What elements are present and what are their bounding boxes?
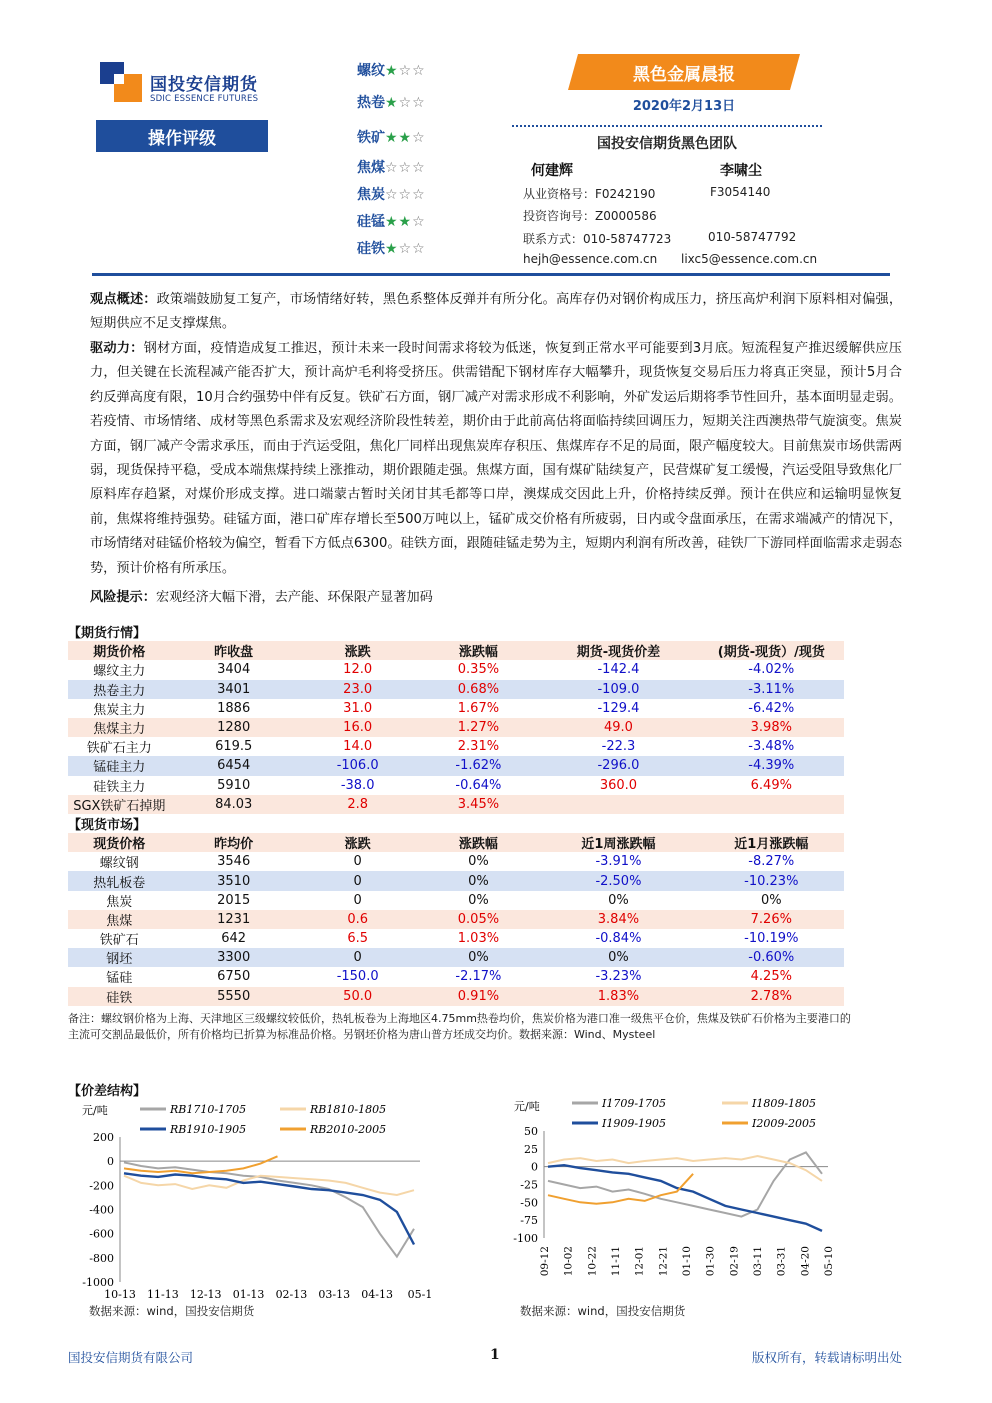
analyst-1-consult: 投资咨询号：Z0000586 — [523, 209, 657, 223]
table-row: 焦煤 1231 0.6 0.05% 3.84% 7.26% — [68, 910, 844, 929]
team-name: 国投安信期货黑色团队 — [597, 136, 737, 152]
table-row: 焦炭主力 1886 31.0 1.67% -129.4 -6.42% — [93, 700, 795, 718]
drivers-text: 钢材方面，疫情造成复工推迟，预计未来一段时间需求将较为低迷，恢复到正常水平可能要到3月底。短流程复产推迟缓解供应压力，但关键在长流程减产能否扩大，预计高炉毛利将受挤压。供需错配下钢材库存大幅攀升，现货恢复交易后压力将真正突显，预计5月合约反弹高度有限，10月合约强势中伴有反复。铁矿石方面，钢厂减产对需求形成不利影响，外矿发运后期将季节性回升，基本面明显走弱。若疫情、市场情绪、成材等黑色系需求及宏观经济阶段性转差，期价由于此前高估将面临持续回调压力，短期关注西澳热带气旋演变。焦炭方面，钢厂减产令需求承压，而由于汽运受阻，焦化厂同样出现焦炭库存积压、焦煤库存不足的局面，限产幅度较大。目前焦炭市场供需两弱，现货保持平稳，受成本端焦煤持续上涨推动，期价跟随走强。焦煤方面，国有煤矿陆续复产，民营煤矿复工缓慢，汽运受阻导致焦化厂原料库存趋紧，对煤价形成支撑。进口端蒙古暂时关闭甘其毛都等口岸，澳煤成交因此上升，价格持续反弹。预计在供应和运输明显恢复前，焦煤将维持强势。硅锰方面，港口矿库存增长至500万吨以上，锰矿成交价格有所疲弱，日内或令盘面承压，在需求端减产的情况下，市场情绪对硅锰价格较为偏空，暂看下方低点6300。硅铁方面，跟随硅锰走势为主，短期内利润有所改善，硅铁厂下游同样面临需求走弱态势，预计价格有所承压。 — [90, 341, 902, 576]
drivers-paragraph — [90, 337, 902, 581]
rating-row — [357, 127, 426, 147]
y-tick-label: 0 — [531, 1160, 538, 1174]
x-tick-label: 10-02 — [562, 1246, 575, 1277]
x-tick-label: 09-12 — [539, 1246, 551, 1277]
table-row: 热卷主力 3401 23.0 0.68% -109.0 -3.11% — [68, 680, 844, 699]
legend-label: I2009-2005 — [752, 1117, 817, 1130]
table-header-row: 期货价格 昨收盘 涨跌 涨跌幅 期货-现货价差 (期货-现货）/现货 — [68, 641, 844, 660]
company-logo-icon — [100, 62, 142, 102]
table-row: 焦炭 2015 0 0% 0% 0% — [106, 892, 782, 910]
divider — [512, 125, 822, 127]
x-tick-label: 12-21 — [657, 1246, 670, 1277]
iron-ore-spread-chart — [510, 1090, 850, 1312]
legend-label: I1709-1705 — [602, 1097, 667, 1110]
overview-text: 政策端鼓励复工复产，市场情绪好转，黑色系整体反弹并有所分化。高库存仍对钢价构成压力，挤压高炉利润下原料相对偏强，短期供应不足支撑煤焦。 — [90, 292, 903, 332]
rating-row — [357, 60, 426, 80]
y-tick-label: 25 — [524, 1142, 538, 1156]
x-tick-label: 03-31 — [775, 1246, 788, 1277]
chart-1-source: 数据来源：wind，国投安信期货 — [89, 1304, 255, 1318]
report-title: 黑色金属晨报 — [633, 65, 735, 85]
analyst-1-email[interactable]: hejh@essence.com.cn — [523, 252, 658, 266]
company-name-cn: 国投安信期货 — [150, 75, 258, 95]
y-tick-label: -800 — [89, 1251, 114, 1265]
analyst-1-name: 何建辉 — [531, 163, 573, 179]
x-tick-label: 05-1 — [407, 1288, 433, 1301]
rating-name: 螺纹 — [357, 63, 385, 79]
star-rating-icon: ★☆☆ — [385, 95, 426, 111]
y-axis-label: 元/吨 — [514, 1100, 540, 1113]
company-name-en: SDIC ESSENCE FUTURES — [150, 94, 259, 104]
table-row: 锰硅主力 6454 -106.0 -1.62% -296.0 -4.39% — [68, 756, 844, 775]
analyst-1-qualification: 从业资格号：F0242190 — [523, 187, 656, 201]
rating-name: 热卷 — [357, 95, 385, 111]
star-rating-icon: ★★☆ — [385, 214, 426, 230]
page-number: 1 — [490, 1347, 500, 1363]
y-tick-label: -400 — [89, 1203, 114, 1217]
x-tick-label: 04-20 — [799, 1246, 812, 1277]
x-tick-label: 12-01 — [633, 1246, 646, 1277]
table-header-row: 现货价格 昨均价 涨跌 涨跌幅 近1周涨跌幅 近1月涨跌幅 — [68, 833, 844, 852]
star-rating-icon: ☆☆☆ — [385, 187, 426, 203]
table-row: 焦煤主力 1280 16.0 1.27% 49.0 3.98% — [68, 718, 844, 737]
y-tick-label: 0 — [107, 1155, 114, 1169]
analyst-2-email[interactable]: lixc5@essence.com.cn — [681, 252, 818, 266]
x-tick-label: 11-13 — [146, 1288, 179, 1301]
footer-copyright: 版权所有，转载请标明出处 — [752, 1350, 903, 1365]
drivers-label: 驱动力： — [90, 341, 144, 356]
table-row: 钢坯 3300 0 0% 0% -0.60% — [68, 948, 844, 967]
table-section-title: 【现货市场】 — [68, 817, 147, 833]
rating-name: 焦煤 — [357, 160, 385, 176]
x-tick-label: 10-13 — [104, 1288, 136, 1301]
y-tick-label: -600 — [89, 1227, 114, 1241]
x-tick-label: 11-11 — [610, 1246, 622, 1277]
rating-row — [357, 157, 426, 177]
y-tick-label: -25 — [520, 1178, 538, 1192]
rating-row — [357, 238, 426, 258]
analyst-2-phone: 010-58747792 — [708, 230, 797, 244]
risk-label: 风险提示： — [90, 590, 156, 605]
x-tick-label: 03-11 — [752, 1246, 764, 1277]
table-row: 锰硅 6750 -150.0 -2.17% -3.23% 4.25% — [106, 969, 792, 987]
table-row: 螺纹钢 3546 0 0% -3.91% -8.27% — [99, 854, 795, 872]
legend-label: RB2010-2005 — [310, 1123, 387, 1136]
rating-row — [357, 211, 426, 231]
y-tick-label: -50 — [520, 1196, 538, 1210]
table-row: 铁矿石 642 6.5 1.03% -0.84% -10.19% — [99, 931, 799, 949]
x-tick-label: 04-13 — [361, 1288, 394, 1301]
table-section-title: 【期货行情】 — [68, 626, 147, 642]
x-tick-label: 01-13 — [232, 1288, 265, 1301]
footer-company: 国投安信期货有限公司 — [68, 1350, 194, 1365]
market-table — [68, 622, 844, 1006]
star-rating-icon: ★☆☆ — [385, 63, 426, 79]
analyst-2-qualification: F3054140 — [710, 185, 771, 199]
rating-label: 操作评级 — [96, 120, 268, 152]
chart-2-source: 数据来源：wind，国投安信期货 — [520, 1304, 686, 1318]
x-tick-label: 03-13 — [318, 1288, 351, 1301]
rebar-spread-chart — [68, 1096, 433, 1306]
table-row: 硅铁 5550 50.0 0.91% 1.83% 2.78% — [68, 987, 844, 1006]
report-date: 2020年2月13日 — [632, 99, 736, 114]
x-tick-label: 01-30 — [704, 1246, 717, 1277]
y-axis-label: 元/吨 — [82, 1104, 108, 1117]
table-note: 备注：螺纹钢价格为上海、天津地区三级螺纹较低价，热轧板卷为上海地区4.75mm热卷均价，焦炭价格为港口准一级焦平仓价，焦煤及铁矿石价格为主要港口的主流可交割品最低价，所有价格均已折算为标准品价格。另钢坯价格为唐山普方坯成交均价。数据来源：Wind、Mysteel — [68, 1012, 851, 1041]
legend-label: I1909-1905 — [602, 1117, 667, 1130]
y-tick-label: -100 — [513, 1232, 538, 1245]
x-tick-label: 12-13 — [189, 1288, 222, 1301]
table-row: 硅铁主力 5910 -38.0 -0.64% 360.0 6.49% — [93, 777, 792, 795]
rating-name: 硅铁 — [357, 241, 385, 257]
star-rating-icon: ☆☆☆ — [385, 160, 426, 176]
series-line-4 — [548, 1174, 693, 1204]
star-rating-icon: ★★☆ — [385, 130, 426, 146]
x-tick-label: 02-19 — [728, 1246, 741, 1277]
table-row: 热轧板卷 3510 0 0% -2.50% -10.23% — [68, 871, 844, 890]
spread-section-title: 【价差结构】 — [68, 1084, 147, 1099]
rating-row — [357, 184, 426, 204]
table-row: 铁矿石主力 619.5 14.0 2.31% -22.3 -3.48% — [86, 739, 795, 757]
rating-row — [357, 92, 426, 112]
star-rating-icon: ★☆☆ — [385, 241, 426, 257]
y-tick-label: -1000 — [82, 1276, 114, 1289]
legend-label: RB1710-1705 — [170, 1103, 247, 1116]
table-row: SGX铁矿石掉期 84.03 2.8 3.45% — [68, 795, 844, 814]
table-row: 螺纹主力 3404 12.0 0.35% -142.4 -4.02% — [93, 662, 795, 680]
y-tick-label: 50 — [524, 1125, 538, 1138]
legend-label: RB1810-1805 — [310, 1103, 387, 1116]
rating-name: 铁矿 — [357, 130, 385, 146]
analyst-2-name: 李啸尘 — [720, 163, 762, 179]
x-tick-label: 02-13 — [275, 1288, 308, 1301]
y-tick-label: -200 — [89, 1179, 114, 1193]
overview-paragraph — [90, 288, 902, 337]
y-tick-label: -75 — [520, 1214, 538, 1228]
overview-label: 观点概述： — [90, 292, 157, 307]
series-line-3 — [548, 1165, 822, 1231]
risk-text: 宏观经济大幅下滑，去产能、环保限产显著加码 — [155, 590, 433, 605]
x-tick-label: 10-22 — [586, 1246, 599, 1277]
x-tick-label: 01-10 — [681, 1246, 693, 1277]
rating-name: 焦炭 — [357, 187, 385, 203]
rating-name: 硅锰 — [357, 214, 385, 230]
y-tick-label: 200 — [93, 1131, 114, 1144]
legend-label: RB1910-1905 — [170, 1123, 247, 1136]
risk-paragraph — [90, 586, 902, 610]
header-rule — [92, 273, 890, 276]
analyst-1-phone: 联系方式：010-58747723 — [523, 232, 672, 246]
x-tick-label: 05-10 — [823, 1246, 835, 1277]
legend-label: I1809-1805 — [752, 1097, 817, 1110]
